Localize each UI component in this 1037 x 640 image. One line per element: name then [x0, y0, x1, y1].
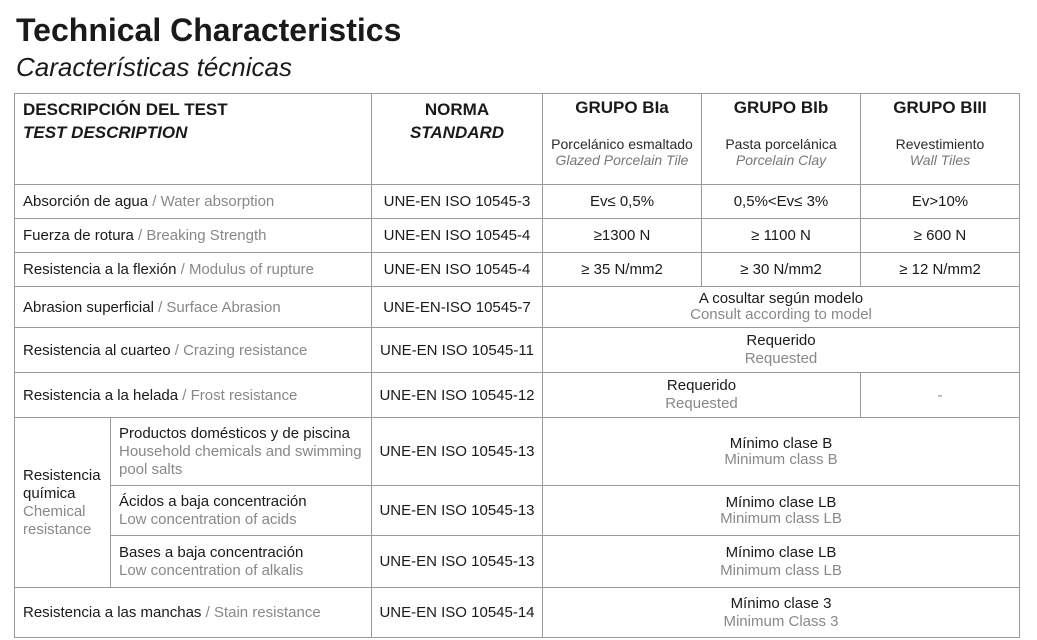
label-en: Modulus of rupture: [188, 261, 315, 278]
group-biii-es: Revestimiento: [895, 136, 985, 152]
chem-label-en-2: resistance: [23, 520, 92, 538]
header-group-bib: [702, 94, 861, 185]
group-bib-es: Pasta porcelánica: [725, 136, 837, 152]
row-chemical-alkalis: [15, 536, 1020, 588]
standard-cell: UNE-EN ISO 10545-14: [372, 588, 543, 638]
separator: /: [178, 386, 191, 404]
value-all-groups: [543, 536, 1020, 588]
row-chemical-acids: [15, 486, 1020, 536]
sub-label-es: Ácidos a baja concentración: [119, 492, 307, 510]
sub-label-es: Bases a baja concentración: [119, 543, 304, 561]
value-all-groups: [543, 418, 1020, 486]
value-en: Minimum class LB: [720, 561, 842, 579]
standard-cell: UNE-EN ISO 10545-3: [372, 185, 543, 219]
value-biii: ≥ 600 N: [861, 219, 1020, 253]
label-es: Resistencia a la flexión: [23, 261, 177, 278]
row-label: [15, 253, 372, 287]
value-es: Requerido: [666, 377, 737, 394]
value-biii: ≥ 12 N/mm2: [861, 253, 1020, 287]
group-bib-name: GRUPO BIb: [733, 98, 829, 117]
separator: /: [133, 227, 147, 244]
label-es: Absorción de agua: [23, 193, 149, 210]
sub-label-en-1: Household chemicals and swimming: [119, 442, 362, 460]
label-en: Stain resistance: [213, 604, 321, 621]
group-biii-en: Wall Tiles: [909, 152, 971, 168]
header-norma-en: STANDARD: [409, 123, 505, 142]
header-group-biii: [861, 94, 1020, 185]
label-es: Resistencia al cuarteo: [23, 341, 171, 359]
value-all-groups: [543, 328, 1020, 373]
label-es: Resistencia a la helada: [23, 386, 179, 404]
row-label: [15, 287, 372, 328]
value-es: A cosultar según modelo: [698, 290, 864, 307]
row-stain-resistance: [15, 588, 1020, 638]
value-bib: ≥ 1100 N: [702, 219, 861, 253]
chem-label-en-1: Chemical: [23, 502, 86, 520]
separator: /: [148, 193, 161, 210]
standard-cell: UNE-EN ISO 10545-11: [372, 328, 543, 373]
standard-cell: UNE-EN ISO 10545-4: [372, 253, 543, 287]
label-es: Abrasion superficial: [23, 298, 154, 316]
separator: /: [201, 604, 214, 621]
label-es: Resistencia a las manchas: [23, 604, 202, 621]
value-biii: Ev>10%: [861, 185, 1020, 219]
standard-cell: UNE-EN ISO 10545-12: [372, 373, 543, 418]
value-es: Mínimo clase 3: [730, 594, 832, 612]
value-bia: ≥ 35 N/mm2: [543, 253, 702, 287]
row-frost-resistance: [15, 373, 1020, 418]
header-group-bia: [543, 94, 702, 185]
chem-label-es-2: química: [23, 484, 76, 502]
page-title: Technical Characteristics: [16, 12, 402, 48]
row-breaking-strength: [15, 219, 1020, 253]
value-bib: 0,5%<Ev≤ 3%: [702, 185, 861, 219]
standard-cell: UNE-EN ISO 10545-4: [372, 219, 543, 253]
sub-label-en-1: Low concentration of acids: [119, 510, 297, 528]
row-label: [15, 185, 372, 219]
row-crazing-resistance: [15, 328, 1020, 373]
label-es: Fuerza de rotura: [23, 227, 134, 244]
value-en: Minimum Class 3: [723, 612, 839, 630]
value-bia: ≥1300 N: [543, 219, 702, 253]
row-label: [15, 219, 372, 253]
label-en: Crazing resistance: [183, 341, 308, 359]
value-all-groups: [543, 287, 1020, 328]
value-all-groups: [543, 588, 1020, 638]
group-bia-name: GRUPO BIa: [575, 98, 669, 117]
value-es: Mínimo clase B: [729, 434, 833, 452]
header-desc-en: TEST DESCRIPTION: [23, 123, 188, 142]
sub-label-en-2: pool salts: [119, 460, 183, 478]
value-bia: Ev≤ 0,5%: [543, 185, 702, 219]
value-biii: -: [861, 373, 1020, 418]
standard-cell: UNE-EN ISO 10545-13: [372, 418, 543, 486]
standard-cell: UNE-EN ISO 10545-13: [372, 536, 543, 588]
value-es: Requerido: [746, 332, 816, 349]
sub-label: [111, 486, 372, 536]
label-en: Water absorption: [160, 193, 275, 210]
row-surface-abrasion: [15, 287, 1020, 328]
value-bia-bib: [543, 373, 861, 418]
sub-label-es: Productos domésticos y de piscina: [119, 424, 350, 442]
characteristics-table: [14, 93, 1020, 638]
value-en: Consult according to model: [690, 306, 872, 323]
value-es: Mínimo clase LB: [725, 543, 837, 561]
header-row: [15, 94, 1020, 185]
group-bib-en: Porcelain Clay: [735, 152, 827, 168]
standard-cell: UNE-EN ISO 10545-13: [372, 486, 543, 536]
row-modulus-of-rupture: [15, 253, 1020, 287]
value-es: Mínimo clase LB: [725, 493, 837, 511]
sub-label: [111, 536, 372, 588]
value-en: Requested: [665, 395, 738, 412]
sub-label: [111, 418, 372, 486]
separator: /: [153, 298, 167, 316]
value-en: Minimum class B: [724, 450, 838, 468]
value-all-groups: [543, 486, 1020, 536]
value-en: Minimum class LB: [720, 509, 842, 527]
label-en: Frost resistance: [190, 386, 298, 404]
label-en: Surface Abrasion: [166, 298, 281, 316]
chem-label-es-1: Resistencia: [23, 466, 101, 484]
sub-label-en-1: Low concentration of alkalis: [119, 561, 304, 579]
chemical-resistance-label: [15, 418, 111, 588]
row-label: [15, 328, 372, 373]
header-standard: [372, 94, 543, 185]
separator: /: [170, 341, 184, 359]
page-subtitle: Características técnicas: [16, 52, 292, 82]
row-label: [15, 373, 372, 418]
label-en: Breaking Strength: [146, 227, 267, 244]
standard-cell: UNE-EN-ISO 10545-7: [372, 287, 543, 328]
value-bib: ≥ 30 N/mm2: [702, 253, 861, 287]
separator: /: [176, 261, 189, 278]
header-desc-es: DESCRIPCIÓN DEL TEST: [23, 100, 228, 119]
header-description: [15, 94, 372, 185]
group-bia-es: Porcelánico esmaltado: [551, 136, 693, 152]
group-biii-name: GRUPO BIII: [893, 98, 987, 117]
row-water-absorption: [15, 185, 1020, 219]
row-chemical-household: [15, 418, 1020, 486]
row-label: [15, 588, 372, 638]
group-bia-en: Glazed Porcelain Tile: [555, 152, 689, 168]
header-norma-es: NORMA: [424, 100, 490, 119]
value-en: Requested: [744, 350, 818, 367]
